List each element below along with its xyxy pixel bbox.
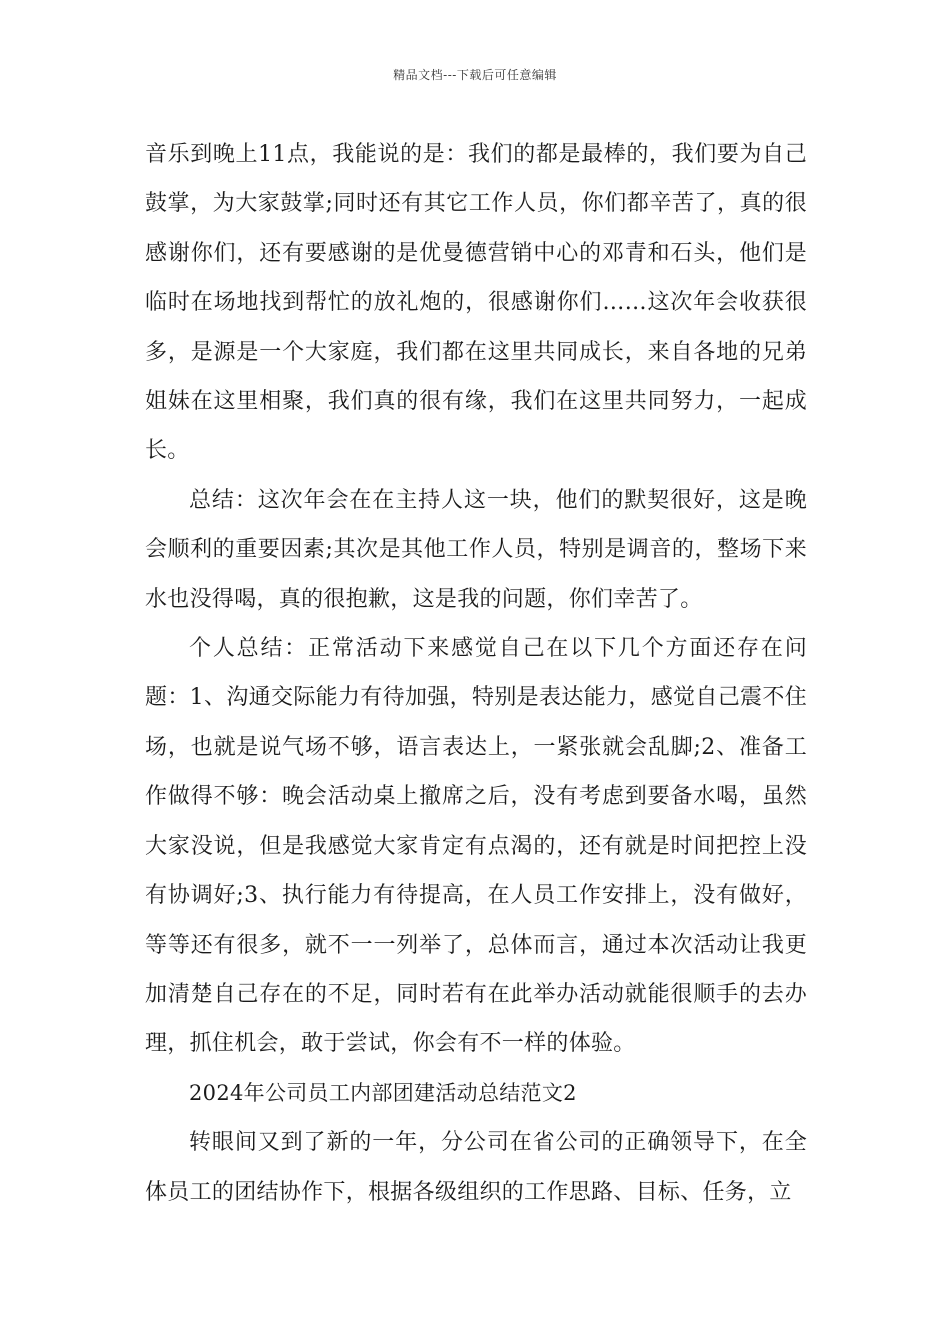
section-heading: 2024年公司员工内部团建活动总结范文2 <box>189 1080 577 1105</box>
paragraph-new-section: 转眼间又到了新的一年，分公司在省公司的正确领导下，在全体员工的团结协作下，根据各级组织的工作思路、目标、任务，立 <box>145 1130 807 1205</box>
paragraph-personal-summary: 个人总结：正常活动下来感觉自己在以下几个方面还存在问题：1、沟通交际能力有待加强，特别是表达能力，感觉自己震不住场，也就是说气场不够，语言表达上，一紧张就会乱脚;2、准备工作做得不够：晚会活动桌上撤席之后，没有考虑到要备水喝，虽然大家没说，但是我感觉大家肯定有点渴的，还有就是时间把控上没有协调好;3、执行能力有待提高，在人员工作安排上，没有做好，等等还有很多，就不一一列举了，总体而言，通过本次活动让我更加清楚自己存在的不足，同时若有在此举办活动就能很顺手的去办理，抓住机会，敢于尝试，你会有不一样的体验。 <box>145 636 807 1057</box>
paragraph-summary: 总结：这次年会在在主持人这一块，他们的默契很好，这是晚会顺利的重要因素;其次是其他工作人员，特别是调音的，整场下来水也没得喝，真的很抱歉，这是我的问题，你们幸苦了。 <box>145 487 807 612</box>
paragraph-continuation: 音乐到晚上11点，我能说的是：我们的都是最棒的，我们要为自己鼓掌，为大家鼓掌;同时还有其它工作人员，你们都辛苦了，真的很感谢你们，还有要感谢的是优曼德营销中心的邓青和石头，他们是临时在场地找到帮忙的放礼炮的，很感谢你们……这次年会收获很多，是源是一个大家庭，我们都在这里共同成长，来自各地的兄弟姐妹在这里相聚，我们真的很有缘，我们在这里共同努力，一起成长。 <box>145 142 807 464</box>
document-body <box>145 130 807 1217</box>
page-header: 精品文档---下载后可任意编辑 <box>393 68 557 82</box>
